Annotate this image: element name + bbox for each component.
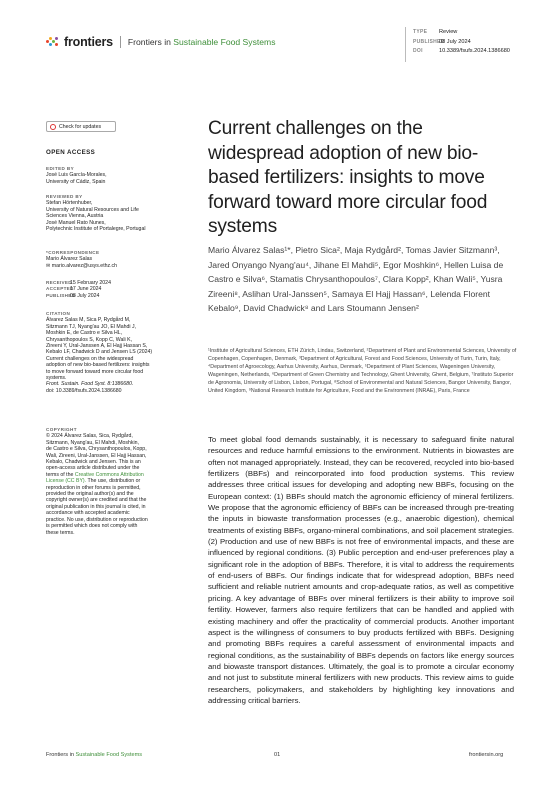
abstract: To meet global food demands sustainably, it is necessary to safeguard finite natural resources and reduce harmful emissions to the environment. Nutrients in biowastes are often not managed appropriately. Instead, they can be recovered, recycled into bio-based fertilizers (BBFs) and reincorporated into food production systems. This review addresses three critical issues for developing and adopting new BBFs, focusing on the European context: (1) BBFs should match the agronomic efficiency of mineral fertilizers. We propose that the agronomic efficiency of BBFs can be increased through pre-treating the inputs in biowaste transformation processes (e.g., anaerobic digestion), chemical treatments of existing BBFs, organo-mineral combinations, and soil placement strategies. (2) Production and use of new BBFs is not free of environmental impacts, and these are influenced by regional conditions. (3) Public perception and end-user preferences play a significant role in the adoption of BBFs. Therefore, it is vital to address the requirements of end-users of BBFs. Our findings indicate that for widespread adoption, BBFs need sufficient and reliable nutrient amounts and crop-adequate ratios, as well as competitive pricing. A key advantage of BBFs over mineral fertilizers is their ability to improve soil fertility. However, farmers also require fertilizers that can be handled and applied with existing machinery and offer the practicality of commercial products. Another important aspect is the willingness of consumers to buy products fertilized with BBFs. Designing and promoting BBFs requires a careful assessment of environmental impacts and regional conditions, as the sustainability of BBFs depends on factors like energy sources and biowaste transport distances. Ultimately, the goal is to promote a circular economy and not just to substitute mineral fertilizers with new products. This review aims to guide researchers, policymakers, and stakeholders by highlighting key innovations and addressing critical barriers. — [208, 435, 514, 705]
edited-by: EDITED BY José Luis García-Morales, University of Cádiz, Spain — [46, 166, 107, 185]
article-type: Review — [439, 29, 458, 35]
check-updates-icon — [50, 124, 56, 130]
footer-site-link[interactable]: frontiersin.org — [469, 752, 504, 758]
frontiers-header — [46, 35, 276, 49]
open-access-label: OPEN ACCESS — [46, 149, 96, 156]
correspondence-email[interactable]: mario.alvarez@usys.ethz.ch — [51, 262, 118, 269]
journal-name: Frontiers in Sustainable Food Systems — [127, 37, 276, 47]
footer-journal: Frontiers in Sustainable Food Systems — [46, 752, 143, 758]
frontiers-logo-text: frontiers — [64, 35, 113, 49]
email-icon: ✉ — [46, 262, 52, 269]
doi-link[interactable]: 10.3389/fsufs.2024.1386680 — [439, 48, 510, 55]
meta-divider — [405, 27, 406, 62]
correspondence: *CORRESPONDENCE Mario Álvarez Salas ✉ mario.alvarez@usys.ethz.ch — [46, 250, 118, 269]
article-title: Current challenges on the widespread adoption of new bio-based fertilizers: insights to move forward toward more circular food systems — [208, 118, 488, 237]
dates: RECEIVED15 February 2024 ACCEPTED17 June 2024 PUBLISHED08 July 2024 — [46, 280, 111, 299]
frontiers-logo-icon — [46, 37, 60, 47]
copyright: COPYRIGHT © 2024 Álvarez Salas, Sica, Rydgård, Sitzmann, Nyang'au, El Mahdi, Moshkin, de Castro e Silva, Chrysanthopoulos, Kopp, Wali, Zireeni, Ural-Janssen, El Hajj Hassan, Kebalo, Chadwick and Jensen. This is an open-access article distributed under the terms of the Creative Commons Attribution License (CC BY). The use, distribution or reproduction in other forums is permitted, provided the original author(s) and the copyright owner(s) are credited and that the original publication in this journal is cited, in accordance with accepted academic practice. No use, distribution or reproduction is permitted which does not comply with these terms. — [46, 427, 148, 536]
reviewed-by: REVIEWED BY Stefan Hörtenhuber, University of Natural Resources and Life Sciences Vienna, Austria José Manuel Rato Nunes, Polytechnic Institute of Portalegre, Portugal — [46, 194, 146, 233]
citation: CITATION Álvarez Salas M, Sica P, Rydgård M, Sitzmann TJ, Nyang'au JO, El Mahdi J, Moshkin E, de Castro e Silva HL, Chrysanthopoulos S, Kopp C, Wali K, Zireeni Y, Ural-Janssen A, El Hajj Hassan S, Kebalo LF, Chadwick D and Jensen LS (2024) Current challenges on the widespread adoption of new bio-based fertilizers: insights to move forward toward more circular food systems. Front. Sustain. Food Syst. 8:1386680. doi: 10.3389/fsufs.2024.1386680 — [46, 311, 196, 394]
page-number: 01 — [274, 752, 281, 758]
header-divider — [120, 36, 121, 48]
check-for-updates-button[interactable]: Check for updates — [46, 121, 116, 132]
article-meta: TYPE Review PUBLISHED08 July 2024 DOI 10.3389/fsufs.2024.1386680 — [413, 29, 510, 55]
cc-license-link[interactable]: Creative Commons Attribution — [74, 471, 144, 478]
citation-doi[interactable]: doi: 10.3389/fsufs.2024.1386680 — [46, 387, 122, 394]
cc-license-link-2[interactable]: License (CC BY). — [46, 478, 87, 485]
author-list: Mario Álvarez Salas¹*, Pietro Sica², Maja Rydgård², Tomas Javier Sitzmann³, Jared Onyango Nyang'au⁴, Jihane El Mahdi⁵, Egor Moshkin⁶, Hellen Luisa de Castro e Silva⁶, Stamatis Chrysanthopoulos⁷, Clara Kopp², Khan Wali⁵, Yusra Zireeni⁸, Aslihan Ural-Janssen⁵, Samaya El Hajj Hassan⁶, Lelenda Florent Kebalo⁹, David Chadwick⁸ and Lars Stoumann Jensen² — [208, 245, 504, 314]
published-date: 08 July 2024 — [439, 38, 471, 45]
affiliations: ¹Institute of Agricultural Sciences, ETH Zürich, Lindau, Switzerland, ²Department of Plant and Environmental Sciences, University of Copenhagen, Copenhagen, Denmark, ³Department of Agricultural, Forest and Food Sciences, University of Turin, Turin, Italy, ⁴Department of Agroecology, Aarhus University, Aarhus, Denmark, ⁵Department of Plant Sciences, Wageningen University, Wageningen, Netherlands, ⁶Department of Green Chemistry and Technology, Ghent University, Ghent, Belgium, ⁷Instituto Superior de Agronomia, University of Lisbon, Lisbon, Portugal, ⁸School of Environmental and Natural Sciences, Bangor University, Bangor, United Kingdom, ⁹National Research Institute for Agriculture, Food and the Environment (INRAE), Paris, France — [208, 348, 517, 394]
